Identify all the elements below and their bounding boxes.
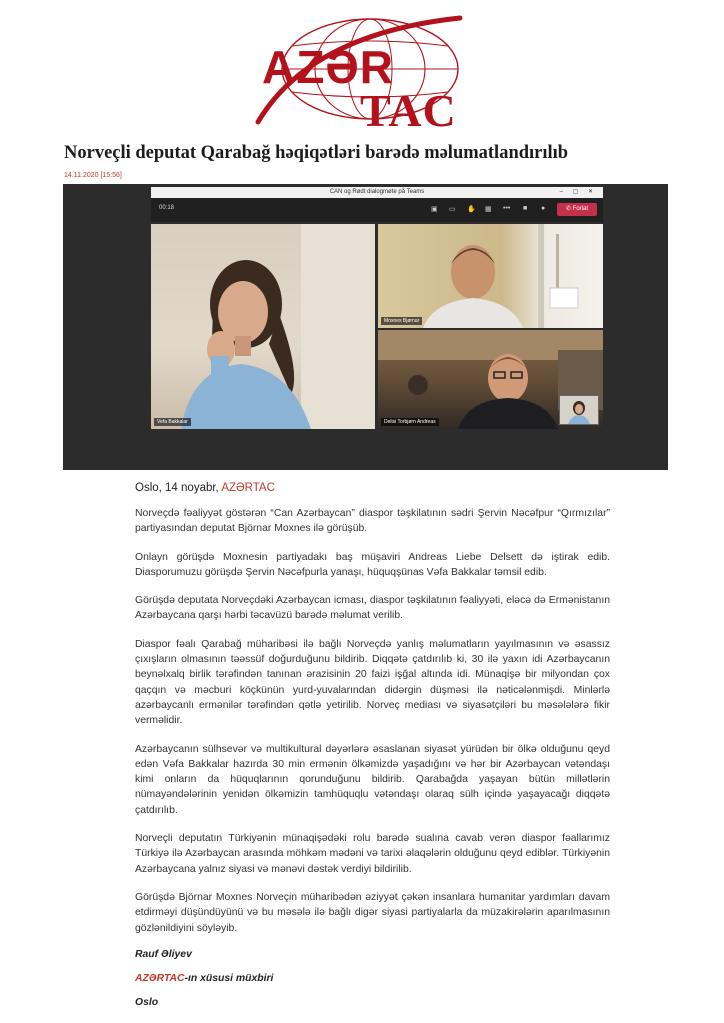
logo-text-tac: TAC	[360, 85, 457, 136]
author-role-text: -ın xüsusi müxbiri	[184, 972, 274, 984]
article-paragraph: Onlayn görüşdə Moxnesin partiyadakı baş müşaviri Andreas Liebe Delsett də iştirak edib. Diasporumuzu görüşdə Şervin Nəcəfpurla yanaşı, hüquqşünas Vəfa Bakkalar təmsil edib.	[135, 551, 610, 578]
lead-city: Oslo, 14 noyabr,	[135, 482, 222, 494]
article-paragraph: Görüşdə deputata Norveçdəki Azərbaycan icması, diaspor təşkilatının fəaliyyəti, eləcə də Ermənistanın Azərbaycana qarşı hərbi təcavüzü barədə məlumat verilib.	[135, 595, 610, 622]
teams-window-title: CAN og Rødt dialogmøte på Teams	[329, 189, 425, 195]
article-lead	[135, 482, 610, 494]
teams-call-toolbar	[151, 198, 603, 222]
participant-name: Vefa Bakkalar	[154, 418, 191, 426]
self-view-portrait	[560, 396, 598, 424]
participant-name: Delisi Torbjørn Andreas	[381, 418, 439, 426]
participant-portrait	[378, 224, 603, 328]
article-paragraph: Azərbaycanın sülhsevər və multikultural dəyərlərə əsaslanan siyasət yürüdən bir ölkə olduğunu qeyd edən Vəfa Bakkalar hazırda 30 min ermənin ölkəmizdə yaşadığını və hər bir Azərbaycan vətəndaşı kimi onların da hüquqlarının qorunduğunu bildirib. Qarabağda yaşayan bütün millətlərin nümayəndələrinin yenidən ölkəmizin tamhüquqlu vətəndaşı olaraq sülh içində yaşayacağı diqqətə çatdırılıb.	[135, 743, 610, 816]
self-view-thumbnail	[559, 395, 599, 425]
lead-source-link[interactable]: AZƏRTAC	[221, 482, 275, 494]
leave-call-button: ✆ Forlat	[557, 203, 597, 216]
more-icon: •••	[503, 205, 511, 212]
article-paragraph: Norveçdə fəaliyyət göstərən “Can Azərbaycan” diaspor təşkilatının sədri Şervin Nəcəfpur “Qırmızılar” partiyasından deputat Björnar Moxnes ilə görüşüb.	[135, 508, 610, 535]
participant-tile	[378, 330, 603, 429]
article-paragraph: Görüşdə Björnar Moxnes Norveçin müharibədən əziyyət çəkən insanlara humanitar yardımları davam etdirməyi düşündüyünü və bu məsələ ilə bağlı digər siyasi partiyalarla da müzakirələrin aparılmasının gözlənildiyini söyləyib.	[135, 891, 610, 934]
rooms-icon: ▦	[485, 206, 492, 213]
call-timer: 00:18	[159, 205, 175, 211]
chat-icon: ▭	[449, 206, 456, 213]
azertac-logo[interactable]	[250, 14, 480, 136]
leave-call-label: Forlat	[572, 206, 589, 212]
raise-hand-icon: ✋	[467, 206, 476, 213]
publish-date: 14.11.2020 [15:56]	[64, 172, 122, 179]
people-icon: ▣	[431, 206, 438, 213]
logo-text-azer: AZƏR	[262, 41, 394, 93]
article-headline: Norveçli deputat Qarabağ həqiqətləri barədə məlumatlandırılıb	[64, 143, 569, 163]
camera-icon: ■	[523, 205, 528, 212]
window-controls: – ▢ ✕	[559, 189, 597, 195]
author-org: AZƏRTAC	[135, 972, 185, 984]
author-role	[135, 973, 610, 984]
author-name: Rauf Əliyev	[135, 948, 192, 960]
participant-name: Moxnes Bjørnar	[381, 317, 422, 325]
participant-tile	[151, 224, 375, 429]
participant-portrait	[151, 224, 375, 429]
author-city: Oslo	[135, 996, 159, 1008]
teams-window-titlebar	[151, 187, 603, 198]
article-body	[135, 482, 610, 1021]
article-paragraph: Diaspor fəalı Qarabağ müharibəsi ilə bağlı Norveçdə yanlış məlumatların yayılmasının və əsassız çıxışların olmasının təəssüf doğurduğunu bildirib. Diqqətə çatdırılıb ki, 30 ilə yaxın idi Azərbaycanın beynəlxalq birlik tərəfindən tanınan ərazisinin 20 faizi işğal altında idi. Münaqişə bir milyondan çox qaçqın və məcburi köçkünün yurd-yuvalarından didərgin düşməsi ilə nəticələnmişdi. Minlərlə azərbaycanlı ermənilər tərəfindən qətlə yetirilib. Norveç mediası və siyasətçiləri bu məsələlərə fikir verməlidir.	[135, 638, 610, 727]
article-paragraph: Norveçli deputatın Türkiyənin münaqişədəki rolu barədə sualına cavab verən diaspor fəallarımız Türkiyə ilə Azərbaycan arasında möhkəm mədəni və tarixi əlaqələrin olduğunu qeyd ediblər. Türkiyənin Azərbaycana yalnız siyasi və mənəvi dəstək verdiyi bildirilib.	[135, 833, 610, 875]
participant-tile	[378, 224, 603, 328]
microphone-icon: ●	[541, 205, 546, 212]
article-photo	[63, 184, 668, 470]
